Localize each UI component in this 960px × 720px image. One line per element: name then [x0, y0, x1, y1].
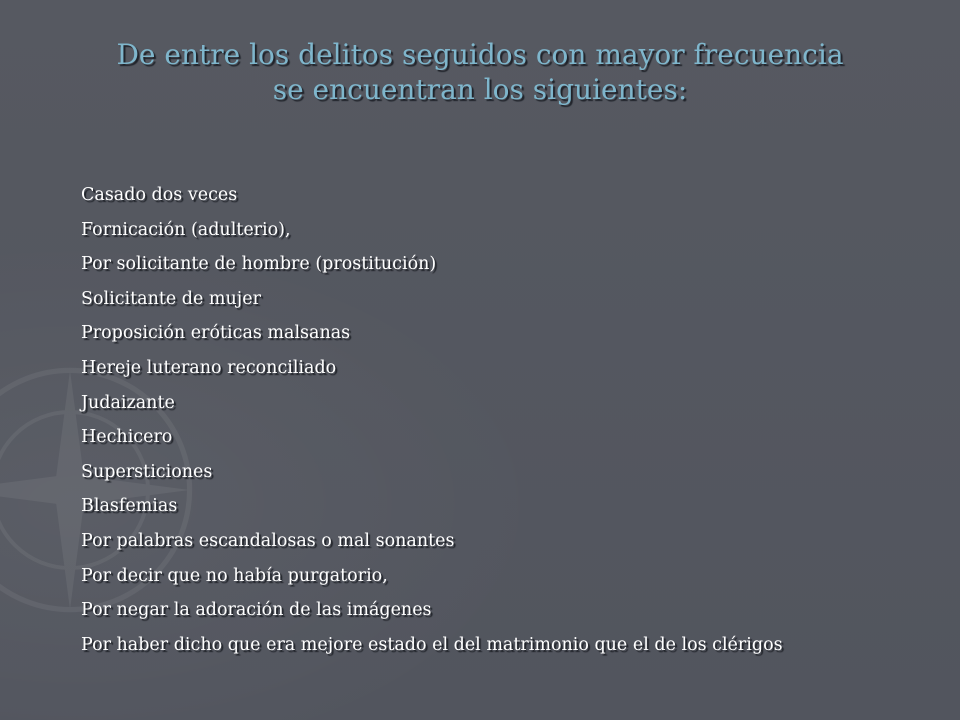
list-item: Por haber dicho que era mejore estado el del matrimonio que el de los clérigos — [81, 634, 783, 655]
list-item: Por decir que no había purgatorio, — [81, 565, 388, 586]
list-item: Hechicero — [81, 427, 173, 448]
slide-title-line-1: De entre los delitos seguidos con mayor frecuencia — [116, 38, 844, 71]
list-item: Solicitante de mujer — [81, 288, 261, 309]
slide-title-line-2: se encuentran los siguientes: — [272, 73, 688, 106]
list-item: Por negar la adoración de las imágenes — [81, 600, 432, 621]
list-item: Por solicitante de hombre (prostitución) — [81, 254, 437, 275]
list-item: Hereje luterano reconciliado — [81, 357, 337, 378]
list-item: Supersticiones — [81, 461, 213, 482]
list-item: Judaizante — [81, 392, 175, 413]
list-item: Fornicación (adulterio), — [81, 219, 291, 240]
list-item: Por palabras escandalosas o mal sonantes — [81, 530, 455, 551]
slide-title — [40, 37, 920, 107]
offenses-list — [81, 184, 903, 657]
list-item: Proposición eróticas malsanas — [81, 323, 351, 344]
list-item: Blasfemias — [81, 496, 178, 517]
list-item: Casado dos veces — [81, 185, 238, 205]
